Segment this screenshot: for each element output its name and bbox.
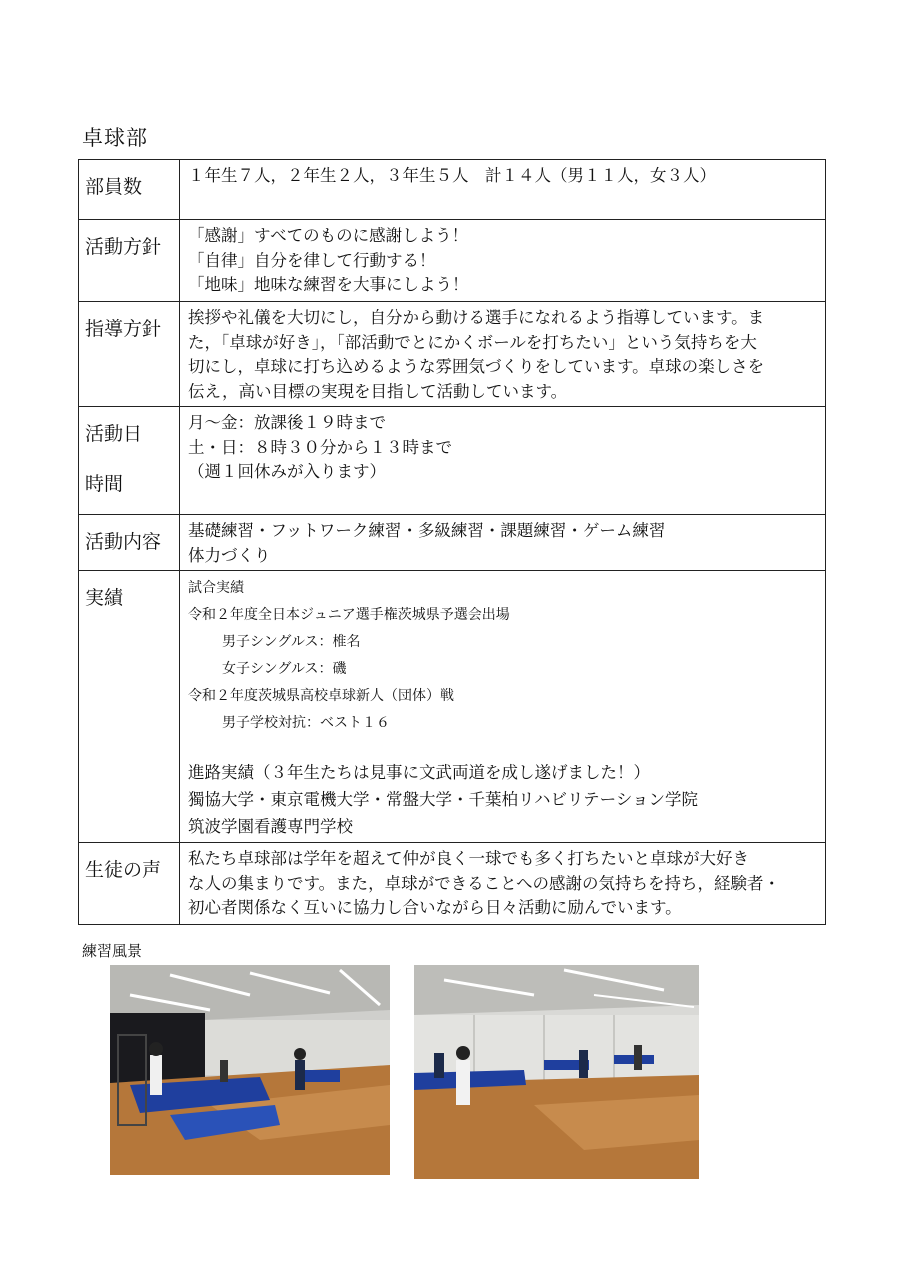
row-results bbox=[79, 571, 826, 843]
results-line: 男子シングルス：椎名 bbox=[222, 634, 361, 650]
content-policy bbox=[180, 220, 826, 302]
members-line: １年生７人，２年生２人，３年生５人 計１４人（男１１人，女３人） bbox=[188, 166, 716, 185]
results-line: 男子学校対抗：ベスト１６ bbox=[222, 715, 390, 731]
activity-line: 基礎練習・フットワーク練習・多級練習・課題練習・ゲーム練習 bbox=[188, 521, 666, 540]
guidance-line: 挨拶や礼儀を大切にし，自分から動ける選手になれるよう指導しています。ま bbox=[188, 308, 765, 327]
results-line: 進路実績（３年生たちは見事に文武両道を成し遂げました！） bbox=[188, 763, 650, 782]
row-voice bbox=[79, 843, 826, 925]
row-guidance bbox=[79, 302, 826, 407]
page-title: 卓球部 bbox=[82, 126, 148, 150]
content-results bbox=[180, 571, 826, 843]
label-days-1: 活動日 bbox=[85, 423, 143, 445]
row-policy bbox=[79, 220, 826, 302]
content-members bbox=[180, 160, 826, 220]
content-voice bbox=[180, 843, 826, 925]
voice-line: な人の集まりです。また，卓球ができることへの感謝の気持ちを持ち，経験者・ bbox=[188, 873, 781, 893]
days-line: （週１回休みが入ります） bbox=[188, 462, 386, 481]
photo-caption: 練習風景 bbox=[82, 942, 143, 960]
row-days bbox=[79, 407, 826, 515]
practice-photo-1 bbox=[110, 965, 390, 1175]
days-line: 土・日：８時３０分から１３時まで bbox=[188, 437, 452, 457]
policy-line: 「自律」自分を律して行動する！ bbox=[188, 250, 436, 270]
results-line: 令和２年度全日本ジュニア選手権茨城県予選会出場 bbox=[188, 607, 510, 623]
results-line: 令和２年度茨城県高校卓球新人（団体）戦 bbox=[188, 688, 454, 704]
label-voice: 生徒の声 bbox=[79, 843, 180, 925]
club-info-table bbox=[78, 159, 826, 925]
days-line: 月～金：放課後１９時まで bbox=[188, 413, 386, 432]
policy-line: 「地味」地味な練習を大事にしよう！ bbox=[188, 275, 469, 294]
row-activity-content bbox=[79, 515, 826, 571]
guidance-line: た，「卓球が好き」，「部活動でとにかくボールを打ちたい」という気持ちを大 bbox=[188, 332, 757, 352]
content-activity bbox=[180, 515, 826, 571]
results-heading: 試合実績 bbox=[188, 580, 244, 596]
label-guidance: 指導方針 bbox=[79, 302, 180, 407]
results-line: 女子シングルス：磯 bbox=[222, 661, 347, 677]
label-days bbox=[79, 407, 180, 515]
guidance-line: 伝え，高い目標の実現を目指して活動しています。 bbox=[188, 381, 568, 401]
results-line: 筑波学園看護専門学校 bbox=[188, 817, 353, 836]
results-line: 獨協大学・東京電機大学・常盤大学・千葉柏リハビリテーション学院 bbox=[188, 790, 699, 809]
voice-line: 私たち卓球部は学年を超えて仲が良く一球でも多く打ちたいと卓球が大好き bbox=[188, 849, 749, 868]
row-members bbox=[79, 160, 826, 220]
activity-line: 体力づくり bbox=[188, 545, 271, 565]
content-guidance bbox=[180, 302, 826, 407]
label-days-2: 時間 bbox=[85, 473, 124, 495]
voice-line: 初心者関係なく互いに協力し合いながら日々活動に励んでいます。 bbox=[188, 898, 682, 917]
label-members: 部員数 bbox=[79, 160, 180, 220]
guidance-line: 切にし，卓球に打ち込めるような雰囲気づくりをしています。卓球の楽しさを bbox=[188, 357, 765, 376]
content-days bbox=[180, 407, 826, 515]
policy-line: 「感謝」すべてのものに感謝しよう！ bbox=[188, 226, 469, 245]
label-policy: 活動方針 bbox=[79, 220, 180, 302]
label-activity-content: 活動内容 bbox=[79, 515, 180, 571]
practice-photo-2 bbox=[414, 965, 699, 1179]
label-results: 実績 bbox=[79, 571, 180, 843]
results-spacer bbox=[188, 737, 817, 759]
